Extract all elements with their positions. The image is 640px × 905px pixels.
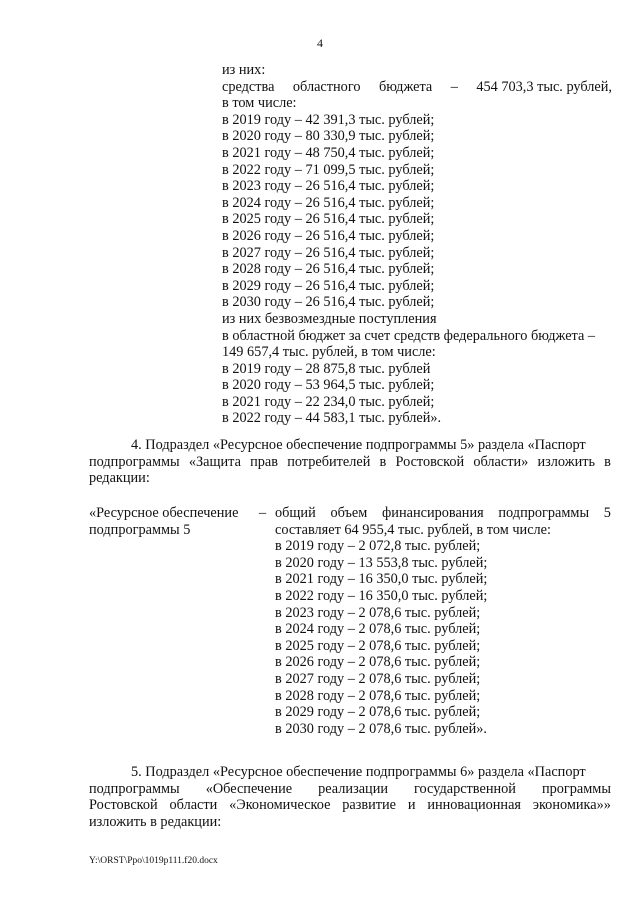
word: в: [604, 453, 611, 470]
table-value-cell: [275, 505, 611, 737]
word: Ростовской: [395, 453, 465, 470]
word: области: [169, 797, 218, 814]
year-line: в 2024 году – 2 078,6 тыс. рублей;: [275, 621, 481, 638]
year-line: в 2026 году – 2 078,6 тыс. рублей;: [275, 654, 481, 671]
year-line: в 2019 году – 2 072,8 тыс. рублей;: [275, 538, 481, 555]
year-line: в 2023 году – 26 516,4 тыс. рублей;: [222, 178, 435, 195]
word: 5: [603, 505, 611, 521]
table-dash: –: [259, 505, 267, 521]
table-value-line: составляет 64 955,4 тыс. рублей, в том числе:: [275, 521, 552, 538]
federal-year-line: в 2022 году – 44 583,1 тыс. рублей».: [222, 410, 442, 427]
word: изложить: [537, 453, 595, 470]
word: подпрограммы: [89, 453, 180, 470]
year-line: в 2026 году – 26 516,4 тыс. рублей;: [222, 227, 435, 244]
word: области»: [473, 453, 529, 470]
paragraph-5: [89, 764, 611, 830]
paragraph-line: [89, 797, 611, 814]
word: государственной: [414, 780, 516, 797]
year-line: в 2027 году – 2 078,6 тыс. рублей;: [275, 670, 481, 687]
year-line: в 2028 году – 2 078,6 тыс. рублей;: [275, 687, 481, 704]
word: реализации: [318, 780, 389, 797]
table-label-cell: [89, 505, 249, 538]
file-path-footer: Y:\ORST\Ppo\1019p111.f20.docx: [89, 856, 218, 866]
year-line: в 2030 году – 26 516,4 тыс. рублей;: [222, 294, 435, 311]
year-line: в 2022 году – 71 099,5 тыс. рублей;: [222, 161, 435, 178]
regional-budget-line: [222, 79, 612, 96]
year-line: в 2027 году – 26 516,4 тыс. рублей;: [222, 244, 435, 261]
word: подпрограммы: [89, 780, 180, 797]
year-line: в 2023 году – 2 078,6 тыс. рублей;: [275, 604, 481, 621]
paragraph-line: 4. Подраздел «Ресурсное обеспечение подпрограммы 5» раздела «Паспорт: [131, 437, 586, 453]
year-line: в 2028 году – 26 516,4 тыс. рублей;: [222, 261, 435, 278]
word: объем: [330, 505, 368, 521]
year-line: в 2020 году – 80 330,9 тыс. рублей;: [222, 128, 435, 145]
word: программы: [541, 780, 611, 797]
gratuitous-line: из них безвозмездные поступления: [222, 310, 437, 327]
word: –: [450, 78, 458, 95]
word: в: [379, 453, 387, 470]
table-label-line: подпрограммы 5: [89, 521, 191, 538]
year-line: в 2021 году – 16 350,0 тыс. рублей;: [275, 571, 488, 588]
federal-year-line: в 2019 году – 28 875,8 тыс. рублей: [222, 360, 431, 377]
federal-year-line: в 2020 году – 53 964,5 тыс. рублей;: [222, 377, 435, 394]
word: финансирования: [382, 505, 484, 521]
word: Ростовской: [89, 797, 158, 814]
year-line: в 2025 году – 2 078,6 тыс. рублей;: [275, 637, 481, 654]
word: «Защита: [188, 453, 241, 470]
word: развитие: [342, 797, 397, 814]
year-line: в 2022 году – 16 350,0 тыс. рублей;: [275, 587, 488, 604]
intro-line: из них:: [222, 62, 266, 78]
word: бюджета: [378, 78, 433, 95]
year-line: в 2030 году – 2 078,6 тыс. рублей».: [275, 720, 487, 737]
gratuitous-line: в областной бюджет за счет средств федерального бюджета –: [222, 327, 596, 344]
word: «Обеспечение: [205, 780, 293, 797]
word: потребителей: [287, 453, 371, 470]
word: «Экономическое: [229, 797, 331, 814]
year-line: в 2021 году – 48 750,4 тыс. рублей;: [222, 144, 435, 161]
paragraph-4: [89, 437, 611, 487]
table-label-line: «Ресурсное обеспечение: [89, 505, 239, 521]
word: и: [407, 797, 416, 814]
page-number: 4: [317, 36, 323, 50]
paragraph-line: 5. Подраздел «Ресурсное обеспечение подпрограммы 6» раздела «Паспорт: [131, 764, 586, 780]
word: экономика»»: [532, 797, 611, 814]
federal-year-line: в 2021 году – 22 234,0 тыс. рублей;: [222, 393, 435, 410]
year-line: в 2029 году – 26 516,4 тыс. рублей;: [222, 277, 435, 294]
word: общий: [275, 505, 316, 521]
paragraph-line: [89, 454, 611, 471]
paragraph-line: редакции:: [89, 470, 150, 487]
word: прав: [250, 453, 279, 470]
year-line: в 2025 году – 26 516,4 тыс. рублей;: [222, 211, 435, 228]
table-value-line: [275, 505, 611, 522]
including-line: в том числе:: [222, 95, 297, 112]
word: 454 703,3 тыс. рублей,: [476, 78, 612, 95]
year-line: в 2029 году – 2 078,6 тыс. рублей;: [275, 704, 481, 721]
gratuitous-line: 149 657,4 тыс. рублей, в том числе:: [222, 344, 436, 361]
year-line: в 2024 году – 26 516,4 тыс. рублей;: [222, 194, 435, 211]
word: подпрограммы: [498, 505, 590, 521]
paragraph-line: изложить в редакции:: [89, 813, 222, 830]
word: областного: [292, 78, 361, 95]
paragraph-line: [89, 781, 611, 798]
year-line: в 2020 году – 13 553,8 тыс. рублей;: [275, 554, 488, 571]
word: средства: [222, 78, 275, 95]
word: инновационная: [427, 797, 521, 814]
regional-budget-block: [222, 62, 612, 427]
year-line: в 2019 году – 42 391,3 тыс. рублей;: [222, 111, 435, 128]
